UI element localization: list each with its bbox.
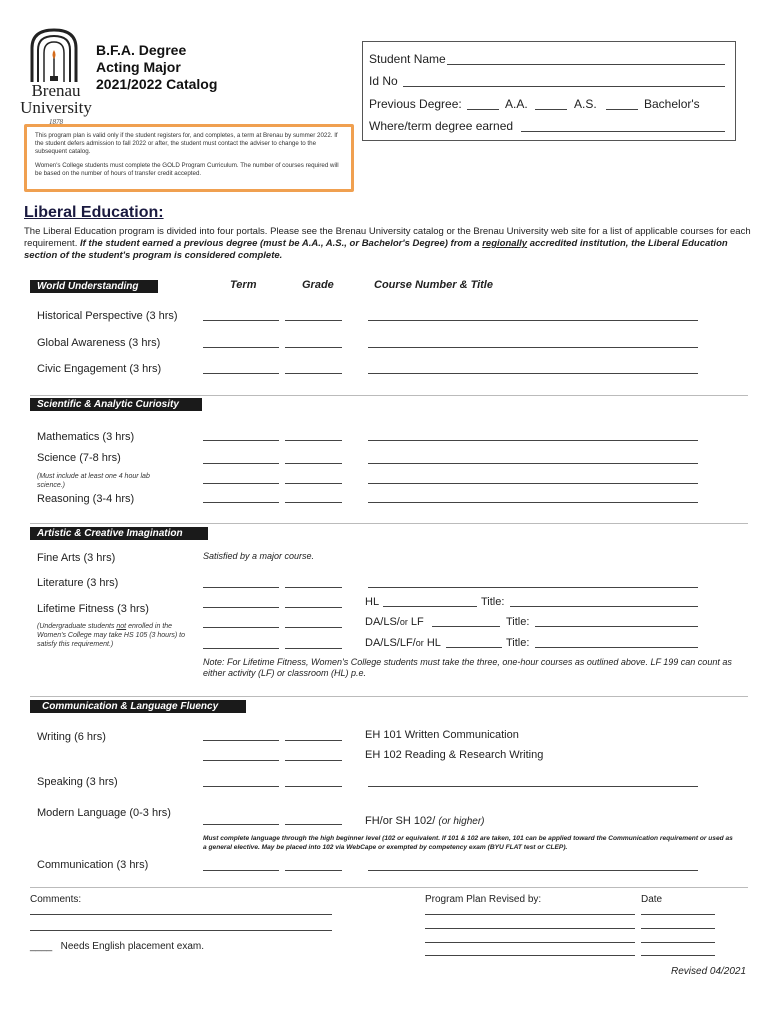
student-info-box — [362, 41, 736, 141]
dals-lf-course-field[interactable] — [432, 626, 500, 627]
fitness-note-not: not — [116, 623, 127, 630]
hl-course-field[interactable] — [383, 606, 477, 607]
dals-hl-label — [365, 637, 441, 649]
fine-arts-note: Satisfied by a major course. — [203, 551, 315, 561]
date-line-4[interactable] — [641, 955, 715, 956]
intro-plain: The Liberal Education program is divided into four portals. Please see the Brenau University catalog or the Brenau University web site for a list of applicable courses for each requirement. — [24, 226, 751, 249]
civic-grade-field[interactable] — [285, 373, 342, 374]
communication-term-field[interactable] — [203, 870, 279, 871]
title-line-2: Acting Major — [96, 59, 181, 75]
revised-by-line-3[interactable] — [425, 942, 635, 943]
global-term-field[interactable] — [203, 347, 279, 348]
fitness-note-1: (Undergraduate students — [37, 623, 117, 630]
global-course-field[interactable] — [368, 347, 698, 348]
speaking-grade-field[interactable] — [285, 786, 342, 787]
column-course: Course Number & Title — [374, 279, 493, 291]
science-grade-field-1[interactable] — [285, 463, 342, 464]
fitness-note-2: enrolled in the Women's College may take HS 105 (3 hours) to satisfy this requirement.) — [37, 623, 186, 648]
english-placement-item[interactable] — [30, 941, 204, 952]
fitness-footnote: Note: For Lifetime Fitness, Women's College students must take the three, one-hour courses as outlined above. LF 199 can count as either activity (LF) or classroom (HL) p.e. — [203, 657, 732, 678]
date-line-3[interactable] — [641, 942, 715, 943]
divider — [30, 887, 748, 888]
divider — [30, 523, 748, 524]
eh101-label: EH 101 Written Communication — [365, 729, 519, 741]
column-term: Term — [230, 279, 257, 291]
fitness-term-field-3[interactable] — [203, 648, 279, 649]
lab-science-note: (Must include at least one 4 hour lab science.) — [37, 473, 150, 489]
global-grade-field[interactable] — [285, 347, 342, 348]
dals-hl-part-2: HL — [423, 637, 441, 649]
communication-fluency-header: Communication & Language Fluency — [30, 700, 246, 713]
world-understanding-header: World Understanding — [30, 280, 158, 293]
science-course-field-2[interactable] — [368, 483, 698, 484]
communication-course-field[interactable] — [368, 870, 698, 871]
fine-arts-label: Fine Arts (3 hrs) — [37, 552, 116, 564]
where-earned-field[interactable] — [521, 131, 725, 132]
science-term-field-1[interactable] — [203, 463, 279, 464]
science-label: Science (7-8 hrs) — [37, 452, 121, 464]
speaking-course-field[interactable] — [368, 786, 698, 787]
english-placement-blank[interactable]: ____ — [30, 941, 53, 952]
dals-lf-part-1: DA/LS/ — [365, 616, 400, 628]
as-blank[interactable] — [535, 109, 567, 110]
logo-wordmark — [18, 82, 94, 116]
liberal-education-heading: Liberal Education: — [24, 204, 164, 221]
liberal-education-intro — [24, 226, 754, 262]
civic-term-field[interactable] — [203, 373, 279, 374]
language-term-field[interactable] — [203, 824, 279, 825]
historical-term-field[interactable] — [203, 320, 279, 321]
previous-degree-label: Previous Degree: — [369, 97, 462, 111]
dals-hl-title-label: Title: — [506, 637, 530, 649]
divider — [30, 696, 748, 697]
id-label: Id No — [369, 74, 398, 88]
science-grade-field-2[interactable] — [285, 483, 342, 484]
title-line-1: B.F.A. Degree — [96, 42, 187, 58]
eh101-term-field[interactable] — [203, 740, 279, 741]
comments-line-1[interactable] — [30, 914, 332, 915]
historical-grade-field[interactable] — [285, 320, 342, 321]
math-term-field[interactable] — [203, 440, 279, 441]
eh102-grade-field[interactable] — [285, 760, 342, 761]
fh-sh-course: FH/or SH 102/ — [365, 815, 436, 827]
civic-course-field[interactable] — [368, 373, 698, 374]
bachelors-label: Bachelor's — [644, 97, 700, 111]
aa-label: A.A. — [505, 97, 528, 111]
scientific-curiosity-header: Scientific & Analytic Curiosity — [30, 398, 202, 411]
eh101-grade-field[interactable] — [285, 740, 342, 741]
comments-label: Comments: — [30, 894, 82, 905]
language-note: Must complete language through the high beginner level (102 or equivalent. If 101 & 102 are taken, 101 can be applied toward the Communication requirement or used as a general elective. May be placed into 102 via WebCape or exempted by competency exam (BYU FLAT test or CLEP). — [203, 835, 733, 851]
revised-by-line-2[interactable] — [425, 928, 635, 929]
literature-grade-field[interactable] — [285, 587, 342, 588]
logo-line-1: Brenau — [31, 81, 81, 100]
revised-by-label: Program Plan Revised by: — [425, 894, 542, 905]
date-line-1[interactable] — [641, 914, 715, 915]
civic-engagement-label: Civic Engagement (3 hrs) — [37, 363, 162, 375]
fitness-grade-field-2[interactable] — [285, 627, 342, 628]
hl-title-label: Title: — [481, 596, 505, 608]
modern-language-label: Modern Language (0-3 hrs) — [37, 807, 171, 819]
historical-perspective-label: Historical Perspective (3 hrs) — [37, 310, 178, 322]
revised-by-line-1[interactable] — [425, 914, 635, 915]
hl-label: HL — [365, 596, 380, 608]
literature-label: Literature (3 hrs) — [37, 577, 119, 589]
column-grade: Grade — [302, 279, 334, 291]
revised-by-line-4[interactable] — [425, 955, 635, 956]
date-line-2[interactable] — [641, 928, 715, 929]
global-awareness-label: Global Awareness (3 hrs) — [37, 337, 161, 349]
dals-hl-or: or — [415, 638, 424, 648]
reasoning-term-field[interactable] — [203, 502, 279, 503]
logo-year: 1878 — [49, 118, 63, 126]
intro-bold-1: If the student earned a previous degree (must be A.A., A.S., or Bachelor's Degree) from a — [79, 238, 483, 249]
reasoning-label: Reasoning (3-4 hrs) — [37, 493, 135, 505]
language-grade-field[interactable] — [285, 824, 342, 825]
fitness-term-field-2[interactable] — [203, 627, 279, 628]
fitness-term-field-1[interactable] — [203, 607, 279, 608]
where-earned-label: Where/term degree earned — [369, 119, 514, 133]
dals-lf-part-2: LF — [407, 616, 424, 628]
dals-hl-course-field[interactable] — [446, 647, 502, 648]
writing-label: Writing (6 hrs) — [37, 731, 106, 743]
reasoning-grade-field[interactable] — [285, 502, 342, 503]
math-grade-field[interactable] — [285, 440, 342, 441]
science-course-field-1[interactable] — [368, 463, 698, 464]
as-label: A.S. — [574, 97, 597, 111]
id-field[interactable] — [403, 86, 725, 87]
fitness-note — [37, 622, 189, 649]
catalog-notice-box — [24, 124, 354, 192]
fh-sh-label — [365, 815, 485, 827]
or-higher: (or higher) — [438, 816, 485, 827]
comments-line-2[interactable] — [30, 930, 332, 931]
eh102-term-field[interactable] — [203, 760, 279, 761]
dals-lf-or: or — [399, 617, 408, 627]
revision-date: Revised 04/2021 — [671, 966, 747, 977]
literature-term-field[interactable] — [203, 587, 279, 588]
dals-hl-part-1: DA/LS/LF/ — [365, 637, 416, 649]
historical-course-field[interactable] — [368, 320, 698, 321]
page-title — [96, 42, 217, 93]
student-name-label: Student Name — [369, 52, 446, 66]
speaking-label: Speaking (3 hrs) — [37, 776, 118, 788]
mathematics-label: Mathematics (3 hrs) — [37, 431, 135, 443]
fitness-grade-field-1[interactable] — [285, 607, 342, 608]
literature-course-field[interactable] — [368, 587, 698, 588]
artistic-imagination-header: Artistic & Creative Imagination — [30, 527, 208, 540]
dals-lf-title-field[interactable] — [535, 626, 698, 627]
date-label: Date — [641, 894, 663, 905]
fitness-grade-field-3[interactable] — [285, 648, 342, 649]
communication-label: Communication (3 hrs) — [37, 859, 149, 871]
science-term-field-2[interactable] — [203, 483, 279, 484]
reasoning-course-field[interactable] — [368, 502, 698, 503]
notice-paragraph-2: Women's College students must complete the GOLD Program Curriculum. The number of courses required will be based on the number of hours of transfer credit accepted. — [35, 162, 339, 177]
dals-hl-title-field[interactable] — [535, 647, 698, 648]
bachelors-blank[interactable] — [606, 109, 638, 110]
intro-bold-2: accredited institution, the Liberal Education section of the student's program is considered complete. — [24, 238, 728, 261]
english-placement-label: Needs English placement exam. — [60, 941, 205, 952]
lifetime-fitness-label: Lifetime Fitness (3 hrs) — [37, 603, 149, 615]
hl-title-field[interactable] — [510, 606, 698, 607]
dals-lf-label — [365, 616, 424, 628]
intro-regionally: regionally — [482, 238, 528, 249]
dals-lf-title-label: Title: — [506, 616, 530, 628]
notice-paragraph-1: This program plan is valid only if the student registers for, and completes, a term at Brenau by summer 2022. If the student defers admission to fall 2022 or after, the student must contact the adviser to change to the subsequent catalog. — [35, 132, 338, 155]
speaking-term-field[interactable] — [203, 786, 279, 787]
math-course-field[interactable] — [368, 440, 698, 441]
divider — [30, 395, 748, 396]
title-line-3: 2021/2022 Catalog — [96, 76, 218, 92]
eh102-label: EH 102 Reading & Research Writing — [365, 749, 544, 761]
communication-grade-field[interactable] — [285, 870, 342, 871]
aa-blank[interactable] — [467, 109, 499, 110]
logo-line-2: University — [20, 98, 92, 117]
student-name-field[interactable] — [447, 64, 725, 65]
